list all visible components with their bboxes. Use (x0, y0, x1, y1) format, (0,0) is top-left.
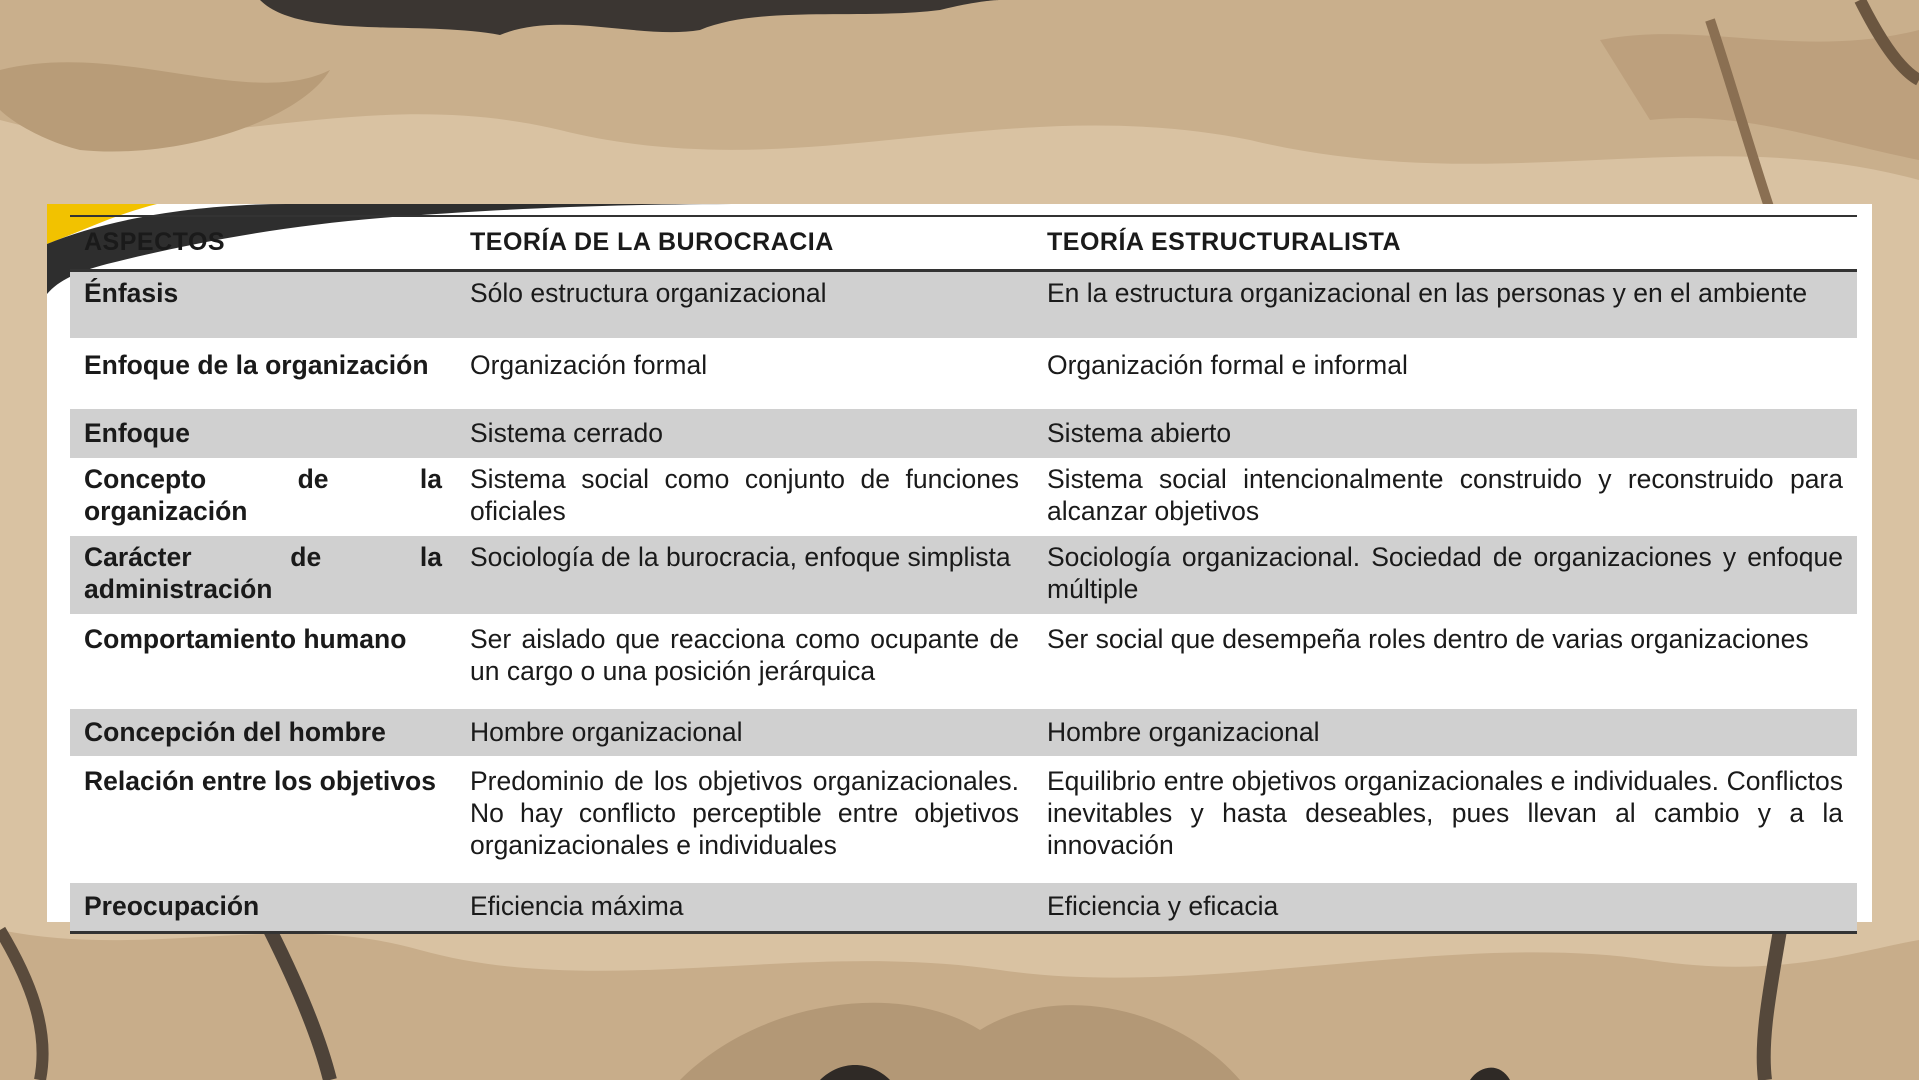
aspect-cell: Enfoque (70, 409, 456, 458)
structuralist-cell: Equilibrio entre objetivos organizacionales e individuales. Conflictos inevitables y hasta deseables, pues llevan al cambio y a la innovación (1047, 766, 1843, 860)
aspect-cell: Relación entre los objetivos (84, 766, 436, 796)
header-bureaucracy-theory: TEORÍA DE LA BUROCRACIA (456, 216, 1033, 271)
table-row (70, 338, 1857, 409)
header-aspects: ASPECTOS (70, 216, 456, 271)
structuralist-cell: Sistema social intencionalmente construido y reconstruido para alcanzar objetivos (1047, 464, 1843, 526)
bureaucracy-cell: Sistema cerrado (456, 409, 1033, 458)
header-structuralist-theory: TEORÍA ESTRUCTURALISTA (1033, 216, 1857, 271)
bureaucracy-cell: Sistema social como conjunto de funciones oficiales (470, 464, 1019, 526)
table-row (70, 458, 1857, 536)
table-row (70, 883, 1857, 933)
bureaucracy-cell: Sólo estructura organizacional (456, 271, 1033, 339)
table-row (70, 409, 1857, 458)
structuralist-cell: Hombre organizacional (1033, 709, 1857, 756)
table-row (70, 709, 1857, 756)
table-row (70, 756, 1857, 883)
bureaucracy-cell: Eficiencia máxima (456, 883, 1033, 933)
table-row (70, 271, 1857, 339)
table-header-row (70, 216, 1857, 271)
structuralist-cell: Ser social que desempeña roles dentro de varias organizaciones (1047, 624, 1809, 654)
bureaucracy-cell: Predominio de los objetivos organizacionales. No hay conflicto perceptible entre objetivos organizacionales e individuales (470, 766, 1019, 860)
table-row (70, 536, 1857, 614)
aspect-cell: Concepto de la organización (84, 464, 442, 526)
bureaucracy-cell: Organización formal (470, 350, 708, 380)
aspect-cell: Enfoque de la organización (84, 350, 429, 380)
bureaucracy-cell: Hombre organizacional (456, 709, 1033, 756)
aspect-cell: Preocupación (70, 883, 456, 933)
bureaucracy-cell: Ser aislado que reacciona como ocupante de un cargo o una posición jerárquica (470, 624, 1019, 686)
structuralist-cell: En la estructura organizacional en las personas y en el ambiente (1033, 271, 1857, 339)
aspect-cell: Comportamiento humano (84, 624, 407, 654)
structuralist-cell: Sociología organizacional. Sociedad de organizaciones y enfoque múltiple (1033, 536, 1857, 614)
structuralist-cell: Eficiencia y eficacia (1033, 883, 1857, 933)
aspect-cell: Énfasis (70, 271, 456, 339)
table-row (70, 614, 1857, 709)
comparison-table (70, 215, 1857, 934)
aspect-cell: Concepción del hombre (70, 709, 456, 756)
structuralist-cell: Sistema abierto (1033, 409, 1857, 458)
comparison-table-panel (47, 204, 1872, 922)
bureaucracy-cell: Sociología de la burocracia, enfoque simplista (456, 536, 1033, 614)
aspect-cell: Carácter de la administración (70, 536, 456, 614)
structuralist-cell: Organización formal e informal (1047, 350, 1408, 380)
